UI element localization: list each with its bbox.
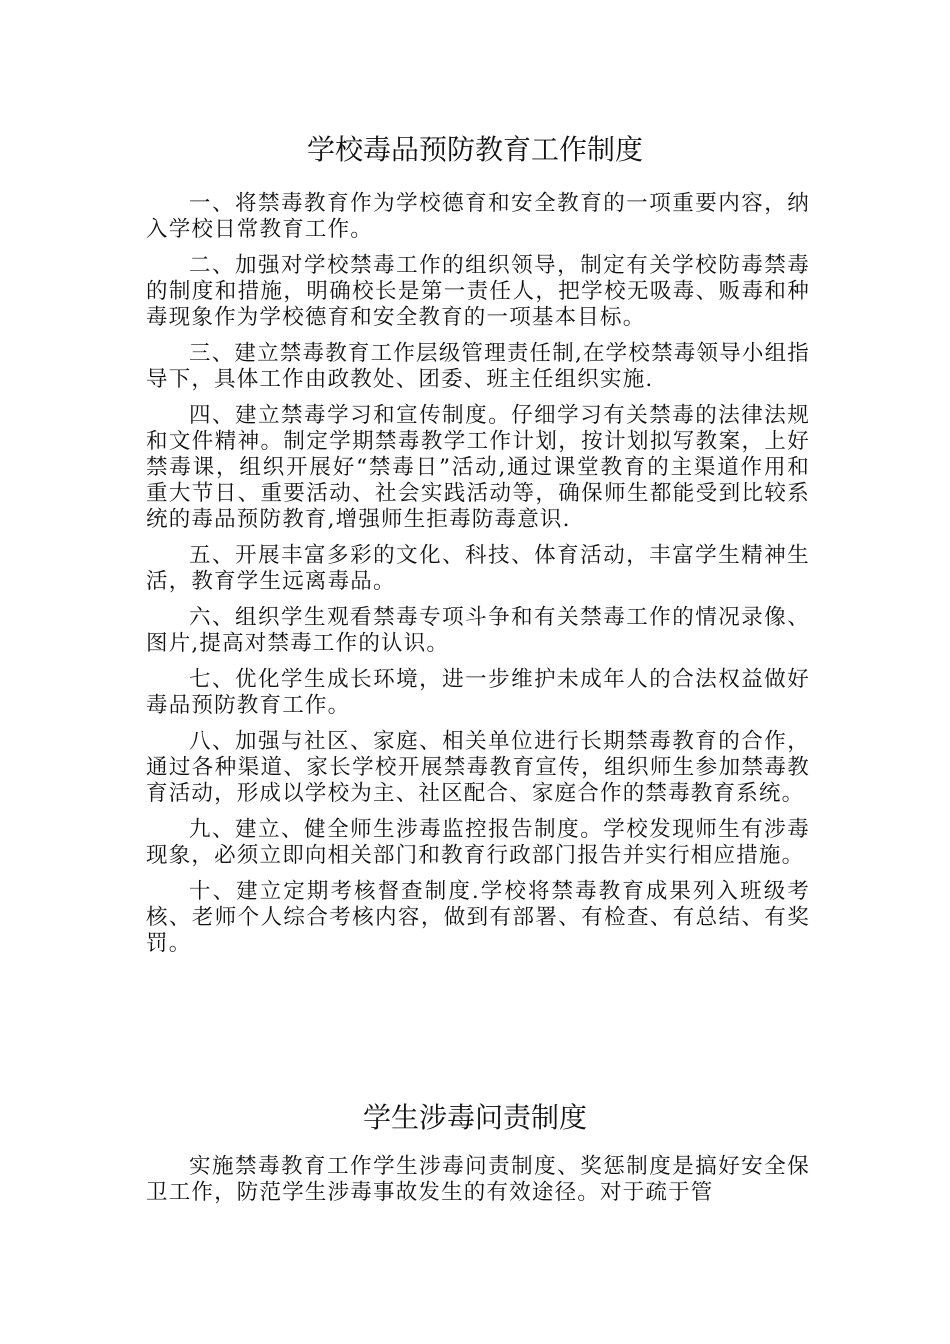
section-1-title: 学校毒品预防教育工作制度 xyxy=(306,133,643,166)
section-1-paragraph: 七、优化学生成长环境，进一步维护未成年人的合法权益做好毒品预防教育工作。 xyxy=(146,667,810,718)
section-1-paragraph: 九、建立、健全师生涉毒监控报告制度。学校发现师生有涉毒现象，必须立即向相关部门和教育行政部门报告并实行相应措施。 xyxy=(146,817,810,868)
section-1-body xyxy=(146,191,810,967)
section-1-paragraph: 三、建立禁毒教育工作层级管理责任制,在学校禁毒领导小组指导下，具体工作由政教处、团委、班主任组织实施. xyxy=(146,341,810,392)
section-1-paragraph: 八、加强与社区、家庭、相关单位进行长期禁毒教育的合作，通过各种渠道、家长学校开展禁毒教育宣传，组织师生参加禁毒教育活动，形成以学校为主、社区配合、家庭合作的禁毒教育系统。 xyxy=(146,729,810,806)
section-1-paragraph: 一、将禁毒教育作为学校德育和安全教育的一项重要内容，纳入学校日常教育工作。 xyxy=(146,191,810,242)
section-1-paragraph: 二、加强对学校禁毒工作的组织领导，制定有关学校防毒禁毒的制度和措施，明确校长是第一责任人，把学校无吸毒、贩毒和种毒现象作为学校德育和安全教育的一项基本目标。 xyxy=(146,253,810,330)
section-1-paragraph: 五、开展丰富多彩的文化、科技、体育活动，丰富学生精神生活，教育学生远离毒品。 xyxy=(146,543,810,594)
section-1-paragraph: 六、组织学生观看禁毒专项斗争和有关禁毒工作的情况录像、图片,提高对禁毒工作的认识。 xyxy=(146,605,810,656)
section-1-paragraph: 十、建立定期考核督查制度.学校将禁毒教育成果列入班级考核、老师个人综合考核内容，做到有部署、有检查、有总结、有奖罚。 xyxy=(146,879,810,956)
section-2-title: 学生涉毒问责制度 xyxy=(362,1101,587,1134)
section-1-paragraph: 四、建立禁毒学习和宣传制度。仔细学习有关禁毒的法律法规和文件精神。制定学期禁毒教学工作计划，按计划拟写教案，上好禁毒课，组织开展好“禁毒日”活动,通过课堂教育的主渠道作用和重大节日、重要活动、社会实践活动等，确保师生都能受到比较系统的毒品预防教育,增强师生拒毒防毒意识. xyxy=(146,403,810,532)
section-2-paragraph: 实施禁毒教育工作学生涉毒问责制度、奖惩制度是搞好安全保卫工作，防范学生涉毒事故发生的有效途径。对于疏于管 xyxy=(146,1154,810,1205)
section-2-body xyxy=(146,1154,810,1216)
